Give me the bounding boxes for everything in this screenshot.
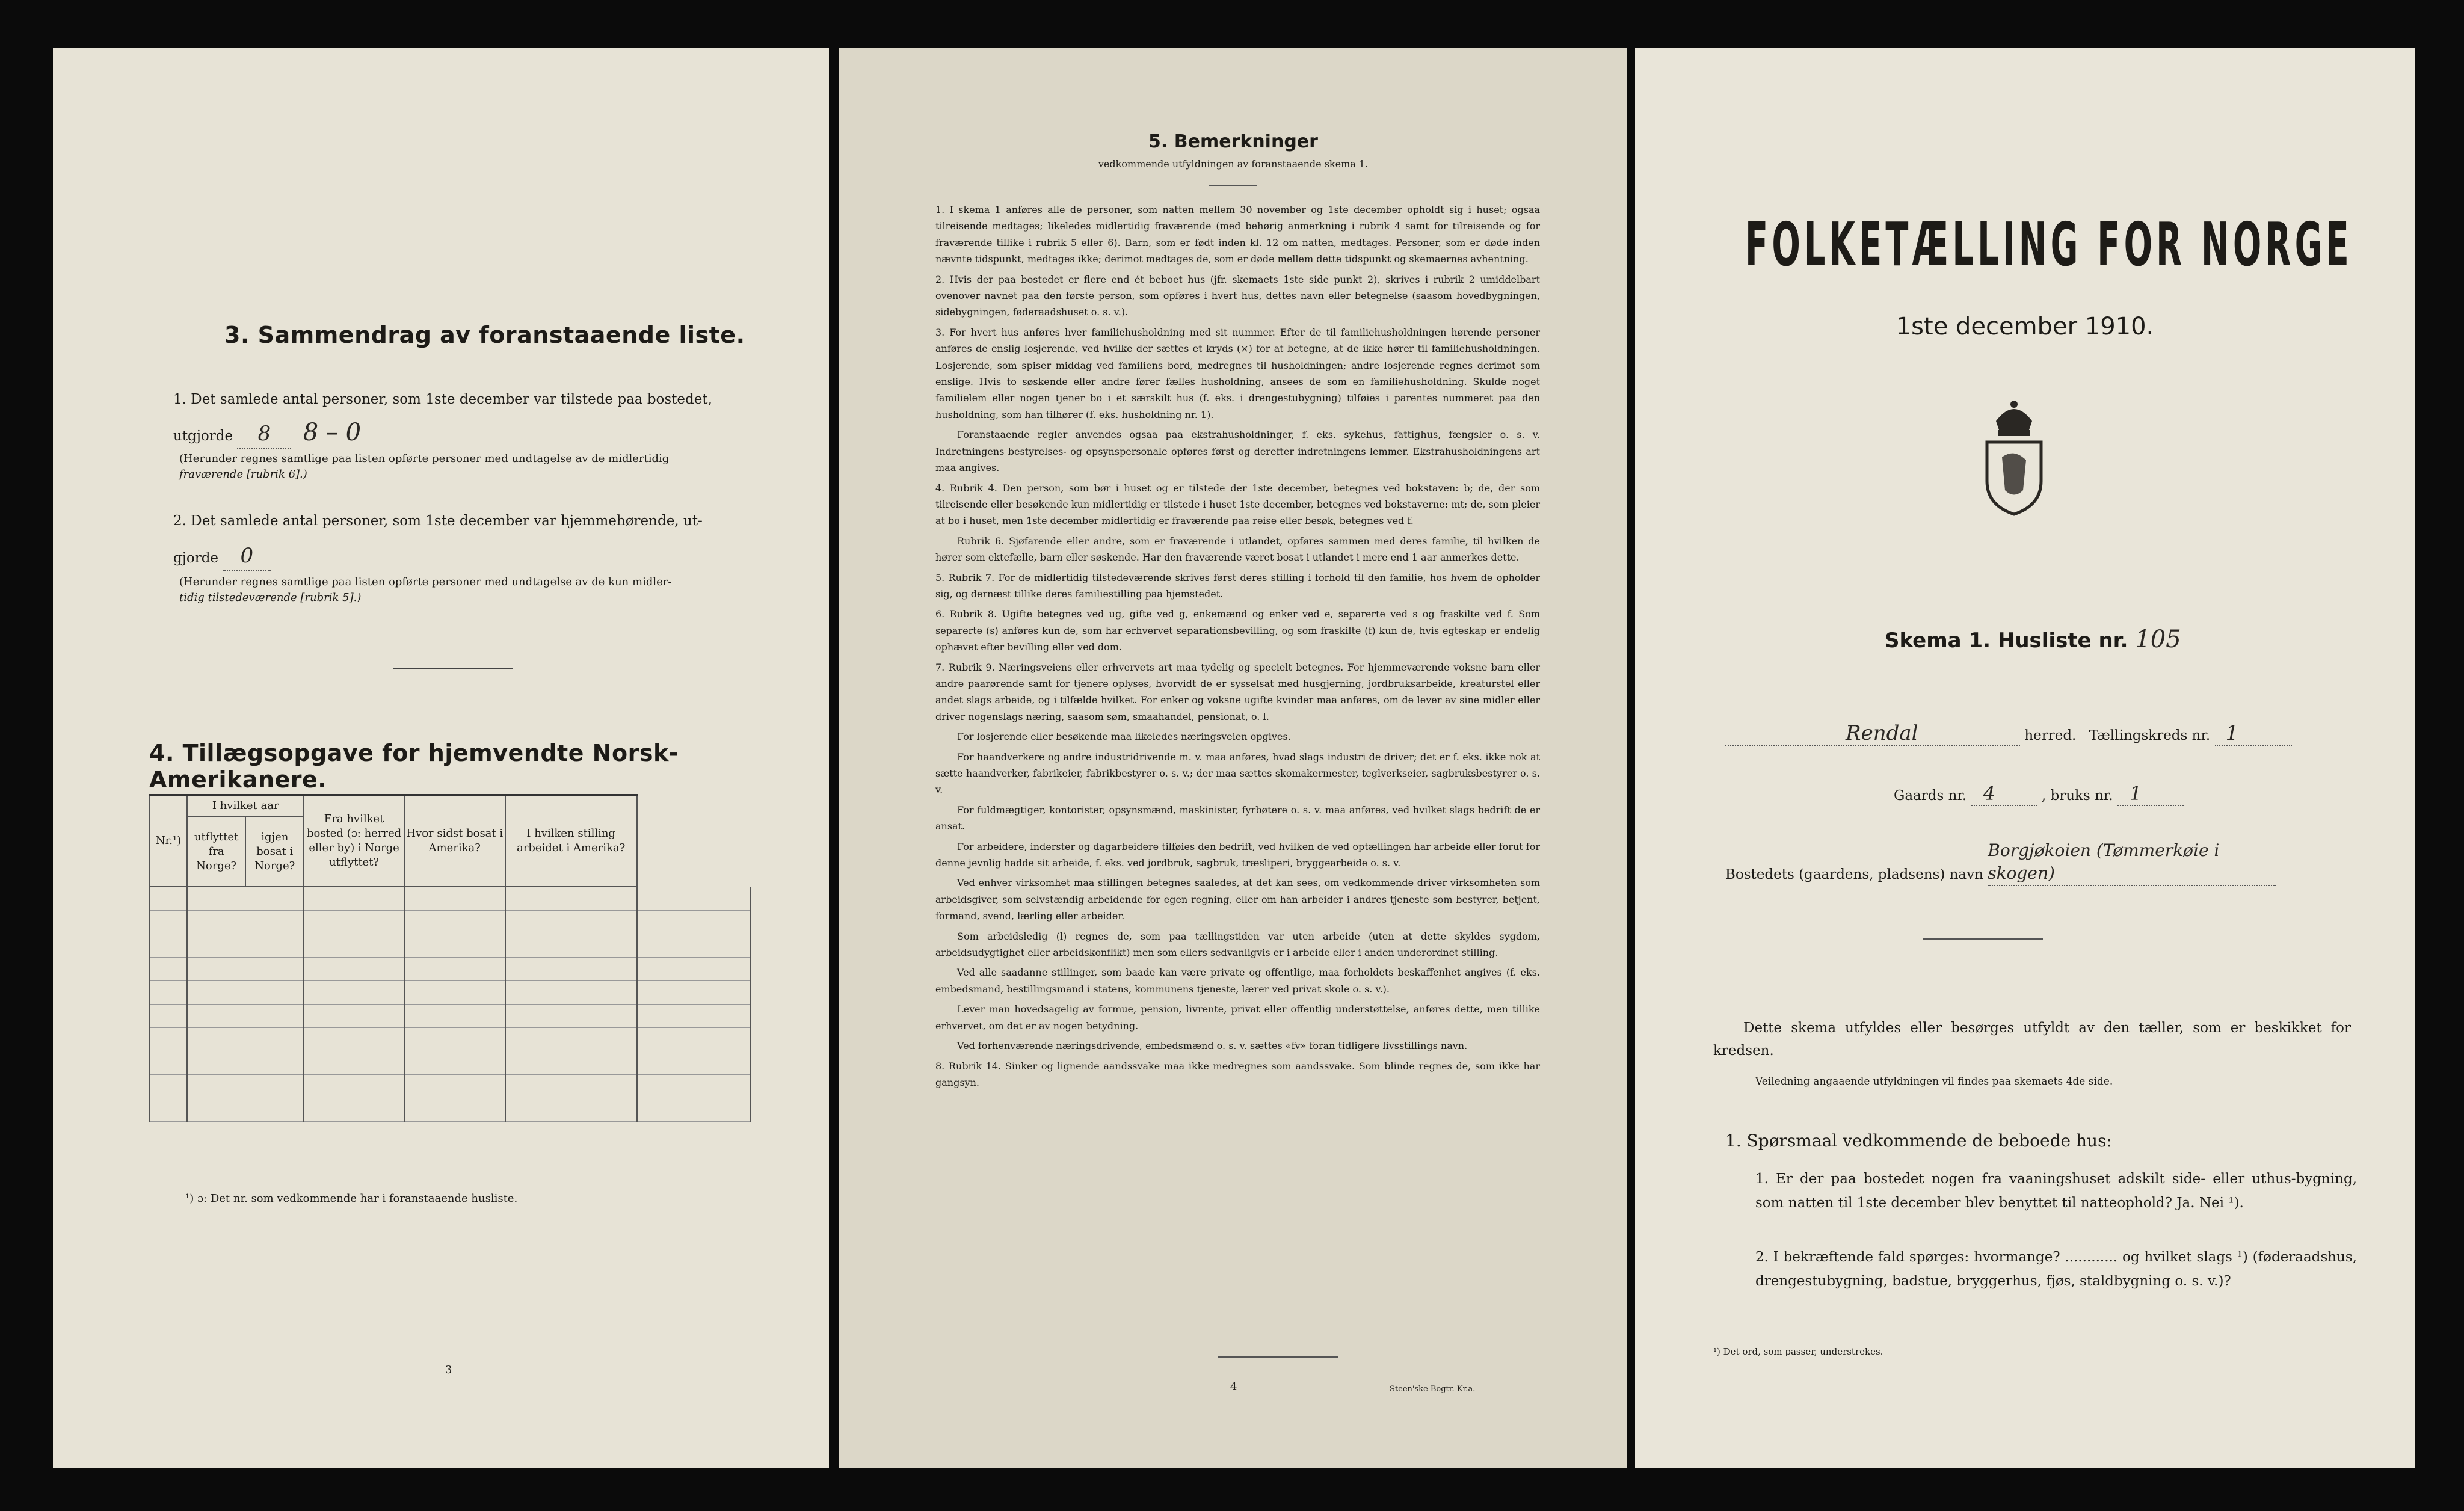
kreds-value: 1 <box>2215 722 2292 746</box>
col-nr: Nr.¹) <box>150 795 187 887</box>
table-cell <box>304 911 404 934</box>
table-cell <box>150 981 187 1005</box>
table-cell <box>187 958 304 981</box>
bosted-value: Borgjøkoien (Tømmerkøie i skogen) <box>1988 839 2276 886</box>
bruks-value: 1 <box>2118 782 2184 806</box>
page-number: 4 <box>1230 1380 1237 1393</box>
table-cell <box>187 1005 304 1028</box>
middle-page <box>839 48 1627 1468</box>
summary-item-1-note-line-2: fraværende [rubrik 6].) <box>179 468 307 481</box>
table-cell <box>150 1098 187 1122</box>
table-cell <box>505 911 637 934</box>
table-cell <box>505 934 637 958</box>
remark-paragraph: 7. Rubrik 9. Næringsveiens eller erhvervets art maa tydelig og specielt betegnes. For hjemmeværende voksne barn eller andre paarørende samt for tjenere oplyses, hvorvidt de er sysselsat med husgjerning, jordbruksarbeide, kreaturstel eller andet slags arbeide, og i tilfælde hvilket. For enker og voksne ugifte kvinder maa anføres, om de lever av sine midler eller driver nogenslags næring, saasom søm, smaahandel, pensionat, o. l. <box>935 661 1540 722</box>
skema-line <box>1885 626 2181 653</box>
ornament-divider <box>1923 938 2043 940</box>
remark-paragraph: 8. Rubrik 14. Sinker og lignende aandssvake maa ikke medregnes som aandssvake. Som blinde regnes de, som ikke har gangsyn. <box>935 1060 1540 1088</box>
table-row <box>150 1098 750 1122</box>
questions-heading: 1. Spørsmaal vedkommende de beboede hus: <box>1725 1131 2112 1151</box>
table-cell <box>637 981 750 1005</box>
summary-item-1-prefix: utgjorde <box>173 428 233 444</box>
remark-paragraph: 3. For hvert hus anføres hver familiehusholdning med sit nummer. Efter de til familiehusholdningen hørende personer anføres de enslig losjerende, ved hvilke der sættes et kryds (×) for at betegne, at de ikke hører til familiehusholdningen. Losjerende, som spiser middag ved familiens bord, medregnes til husholdningen; andre losjerende regnes derimot som enslige. Hvis to søskende eller andre fører fælles husholdning, ansees de som en familiehusholdning. Skulde noget familielem eller nogen tjener bo i et særskilt hus (f. eks. i drengestubygning) tilføies i parentes nummeret paa den husholdning, som han tilhører (f. eks. husholdning nr. 1). <box>935 326 1540 420</box>
col-emigrated: utflyttet fra Norge? <box>188 817 246 886</box>
table-cell <box>505 1098 637 1122</box>
table-cell <box>150 934 187 958</box>
table-cell <box>637 1075 750 1098</box>
remark-paragraph: 2. Hvis der paa bostedet er flere end ét beboet hus (jfr. skemaets 1ste side punkt 2), skrives i rubrik 2 umiddelbart ovenover navnet paa den første person, som opføres i hvert hus, dettes navn eller betegnelse (saasom hovedbygningen, sidebygningen, føderaadshuset o. s. v.). <box>935 273 1540 318</box>
table-cell <box>404 981 505 1005</box>
question-2: 2. I bekræftende fald spørges: hvormange? ............ og hvilket slags ¹) (føderaadshus, drengestubygning, badstue, bryggerhus, fjøs, staldbygning o. s. v.)? <box>1755 1249 2357 1289</box>
summary-item-2-line <box>173 541 271 573</box>
herred-line <box>1725 722 2387 747</box>
table-cell <box>187 1075 304 1098</box>
table-cell <box>404 1075 505 1098</box>
gaards-line <box>1894 782 2184 807</box>
skema-label: Skema 1. Husliste nr. <box>1885 629 2128 653</box>
instruction-text: Dette skema utfyldes eller besørges utfyldt av den tæller, som er beskikket for kredsen. <box>1713 1020 2351 1059</box>
table-cell <box>637 1098 750 1122</box>
table-body <box>150 887 750 1122</box>
table-cell <box>304 1098 404 1122</box>
summary-item-2-prefix: gjorde <box>173 550 219 566</box>
col-position: I hvilken stilling arbeidet i Amerika? <box>505 795 637 887</box>
remark-paragraph: For fuldmægtiger, kontorister, opsynsmænd, maskinister, fyrbøtere o. s. v. maa anføres, ved hvilket slags bedrift de er ansat. <box>935 804 1540 832</box>
summary-item-2-note-line-1: (Herunder regnes samtlige paa listen opførte personer med undtagelse av de kun midler- <box>179 576 672 588</box>
table-cell <box>637 911 750 934</box>
col-last-lived: Hvor sidst bosat i Amerika? <box>404 795 505 887</box>
gaards-value: 4 <box>1971 782 2037 806</box>
table-cell <box>187 981 304 1005</box>
husliste-number: 105 <box>2135 626 2181 653</box>
table-cell <box>505 958 637 981</box>
table-row <box>150 887 750 911</box>
remark-paragraph: Som arbeidsledig (l) regnes de, som paa tællingstiden var uten arbeide (uten at dette skyldes sygdom, arbeidsudygtighet eller arbeidskonflikt) men som ellers sedvanligvis er i arbeide eller i anden underordnet stilling. <box>935 930 1540 959</box>
section-4-title: 4. Tillægsopgave for hjemvendte Norsk-Amerikanere. <box>149 740 679 793</box>
question-1: 1. Er der paa bostedet nogen fra vaaningshuset adskilt side- eller uthus-bygning, som natten til 1ste december blev benyttet til natteophold? Ja. Nei ¹). <box>1755 1171 2357 1211</box>
table-cell <box>304 1051 404 1075</box>
remark-paragraph: Ved enhver virksomhet maa stillingen betegnes saaledes, at det kan sees, om vedkommende driver virksomheten som arbeidsgiver, som selvstændig arbeidende for egen regning, eller om han arbeider i andres tjeneste som bestyrer, betjent, formand, svend, lærling eller arbeider. <box>935 877 1540 922</box>
table-cell <box>304 1005 404 1028</box>
summary-item-2-note <box>179 574 799 606</box>
table-row <box>150 981 750 1005</box>
col-year-group-label: I hvilket aar <box>188 796 303 817</box>
table-cell <box>505 1005 637 1028</box>
table-row <box>150 1005 750 1028</box>
table-row <box>150 911 750 934</box>
table-cell <box>404 1005 505 1028</box>
table-row <box>150 1028 750 1051</box>
bosted-label: Bostedets (gaardens, pladsens) navn <box>1725 867 1983 882</box>
page-number: 3 <box>445 1364 452 1376</box>
table-cell <box>150 1028 187 1051</box>
table-cell <box>637 934 750 958</box>
census-title: FOLKETÆLLING FOR NORGE <box>1745 209 2353 280</box>
remark-paragraph: Ved forhenværende næringsdrivende, embedsmænd o. s. v. sættes «fv» foran tidligere livsstillings navn. <box>957 1040 1468 1052</box>
table-cell <box>404 1051 505 1075</box>
table-cell <box>304 1075 404 1098</box>
divider <box>393 668 513 669</box>
table-cell <box>150 1075 187 1098</box>
table-cell <box>637 958 750 981</box>
table-cell <box>304 1028 404 1051</box>
norsk-amerikanere-table <box>149 794 751 1122</box>
table-cell <box>304 934 404 958</box>
table-cell <box>404 887 505 911</box>
table-cell <box>637 1005 750 1028</box>
table-cell <box>150 887 187 911</box>
table-cell <box>187 887 304 911</box>
remark-paragraph: Foranstaaende regler anvendes ogsaa paa ekstrahusholdninger, f. eks. sykehus, fattighus, fængsler o. s. v. Indretningens bestyrelses- og opsynspersonale opføres først og derefter indretningens lemmer. Ekstrahusholdningens art maa angives. <box>935 429 1540 474</box>
table-cell <box>505 887 637 911</box>
table-cell <box>404 911 505 934</box>
table-cell <box>187 934 304 958</box>
remark-paragraph: For arbeidere, inderster og dagarbeidere tilføies den bedrift, ved hvilken de ved optællingen har arbeide eller forut for denne jevnlig hadde sit arbeide, f. eks. ved jordbruk, sagbruk, træsliperi, bryggearbeide o. s. v. <box>935 840 1540 869</box>
summary-item-2: 2. Det samlede antal personer, som 1ste december var hjemmehørende, ut- <box>173 513 703 529</box>
remark-paragraph: Ved alle saadanne stillinger, som baade kan være private og offentlige, maa forholdets beskaffenhet angives (f. eks. embedsmand, bestillingsmand i statens, kommunens tjeneste, lærer ved privat skole o. s. v.). <box>935 967 1540 995</box>
table-row <box>150 958 750 981</box>
table-row <box>150 934 750 958</box>
table-row <box>150 1075 750 1098</box>
printer-credit: Steen'ske Bogtr. Kr.a. <box>1390 1385 1476 1394</box>
bruks-label: , bruks nr. <box>2041 788 2113 804</box>
table-cell <box>187 1051 304 1075</box>
herred-label: herred. <box>2024 728 2077 743</box>
table-cell <box>637 1051 750 1075</box>
summary-item-1-note <box>179 451 799 482</box>
table-cell <box>150 1005 187 1028</box>
summary-item-1-correction: 8 – 0 <box>303 419 362 446</box>
remark-paragraph: Lever man hovedsagelig av formue, pension, livrente, privat eller offentlig understøttelse, anføres dette, men tillike erhvervet, om det er av nogen betydning. <box>935 1003 1540 1032</box>
remarks-body <box>935 202 1540 1094</box>
table-row <box>150 1051 750 1075</box>
col-from-where: Fra hvilket bosted (ɔ: herred eller by) i Norge utflyttet? <box>304 795 404 887</box>
table-cell <box>304 981 404 1005</box>
table-cell <box>304 958 404 981</box>
table-cell <box>404 958 505 981</box>
table-cell <box>505 1028 637 1051</box>
table-cell <box>505 1051 637 1075</box>
table-cell <box>150 911 187 934</box>
remark-paragraph: 6. Rubrik 8. Ugifte betegnes ved ug, gifte ved g, enkemænd og enker ved e, separerte ved s og fraskilte ved f. Som separerte (s) anføres kun de, som har erhvervet separationsbevilling, og som fraskilte (f) kun de, hvis egteskap er endelig ophævet efter bevilling eller ved dom. <box>935 608 1540 653</box>
table-cell <box>150 1051 187 1075</box>
footnote: ¹) Det ord, som passer, understrekes. <box>1713 1346 1883 1357</box>
summary-item-1-line <box>173 418 361 451</box>
remarks-heading: 5. Bemerkninger <box>1148 131 1318 152</box>
summary-item-1: 1. Det samlede antal personer, som 1ste december var tilstede paa bostedet, <box>173 392 712 407</box>
table-cell <box>404 1098 505 1122</box>
section-3-title: 3. Sammendrag av foranstaaende liste. <box>224 322 745 348</box>
remark-paragraph: For losjerende eller besøkende maa likeledes næringsveien opgives. <box>957 731 1291 743</box>
right-page <box>1635 48 2415 1468</box>
herred-value: Rendal <box>1725 722 2020 746</box>
table-cell <box>187 1098 304 1122</box>
remark-paragraph: 1. I skema 1 anføres alle de personer, som natten mellem 30 november og 1ste december opholdt sig i huset; ogsaa tilreisende medtages; likeledes midlertidig fraværende (med behørig anmerkning i rubrik 4 samt for tilreisende og for fraværende tillike i rubrik 5 eller 6). Barn, som er født inden kl. 12 om natten, medtages. Personer, som er døde inden nævnte tidspunkt, medtages ikke; derimot medtages de, som er døde mellem dette tidspunkt og skemaernes avhentning. <box>935 204 1540 265</box>
table-cell <box>505 1075 637 1098</box>
instruction-note: Veiledning angaaende utfyldningen vil findes paa skemaets 4de side. <box>1755 1076 2113 1088</box>
census-date: 1ste december 1910. <box>1896 313 2154 340</box>
footnote: ¹) ɔ: Det nr. som vedkommende har i foranstaaende husliste. <box>185 1192 518 1205</box>
remark-paragraph: 4. Rubrik 4. Den person, som bør i huset og er tilstede der 1ste december, betegnes ved bokstaven: b; de, der som tilreisende eller besøkende kun midlertidig er tilstede i huset 1ste december, betegnes ved bokstaverne: mt; de, som pleier at bo i huset, men 1ste december midlertidig er fraværende paa reise eller besøk, betegnes ved f. <box>935 482 1540 527</box>
table-cell <box>637 887 750 911</box>
table-cell <box>150 958 187 981</box>
table-cell <box>187 1028 304 1051</box>
col-returned: igjen bosat i Norge? <box>254 831 295 872</box>
remark-paragraph: For haandverkere og andre industridrivende m. v. maa anføres, hvad slags industri de driver; det er f. eks. ikke nok at sætte haandverker, fabrikeier, fabrikbestyrer o. s. v.; der maa sættes skomakermester, teglverkseier, sagbruksbestyrer o. s. v. <box>935 751 1540 796</box>
table-cell <box>637 1028 750 1051</box>
table-cell <box>404 1028 505 1051</box>
left-page <box>53 48 829 1468</box>
table-cell <box>187 911 304 934</box>
kreds-label: Tællingskreds nr. <box>2089 728 2211 743</box>
remarks-divider <box>1209 185 1257 186</box>
bottom-divider <box>1218 1356 1338 1358</box>
col-year-group <box>187 795 304 887</box>
summary-item-2-value: 0 <box>223 541 271 571</box>
table-cell <box>404 934 505 958</box>
summary-item-2-note-line-2: tidig tilstedeværende [rubrik 5].) <box>179 591 362 604</box>
bosted-line <box>1725 839 2387 886</box>
table-cell <box>304 887 404 911</box>
gaards-label: Gaards nr. <box>1894 788 1967 804</box>
remarks-subheading: vedkommende utfyldningen av foranstaaende skema 1. <box>1098 158 1369 170</box>
remark-paragraph: Rubrik 6. Sjøfarende eller andre, som er fraværende i utlandet, opføres sammen med deres familie, til hvilken de hører som ektefælle, barn eller søskende. Har den fraværende været bosat i utlandet i mere end 1 aar anmerkes dette. <box>935 535 1540 564</box>
table-cell <box>505 981 637 1005</box>
norway-coat-of-arms-icon <box>1972 391 2056 517</box>
summary-item-1-note-line-1: (Herunder regnes samtlige paa listen opførte personer med undtagelse av de midlertidig <box>179 452 670 465</box>
remark-paragraph: 5. Rubrik 7. For de midlertidig tilstedeværende skrives først deres stilling i forhold til den familie, hos hvem de opholder sig, og dernæst tillike deres familiestilling paa hjemstedet. <box>935 571 1540 600</box>
summary-item-1-value: 8 <box>237 419 291 449</box>
